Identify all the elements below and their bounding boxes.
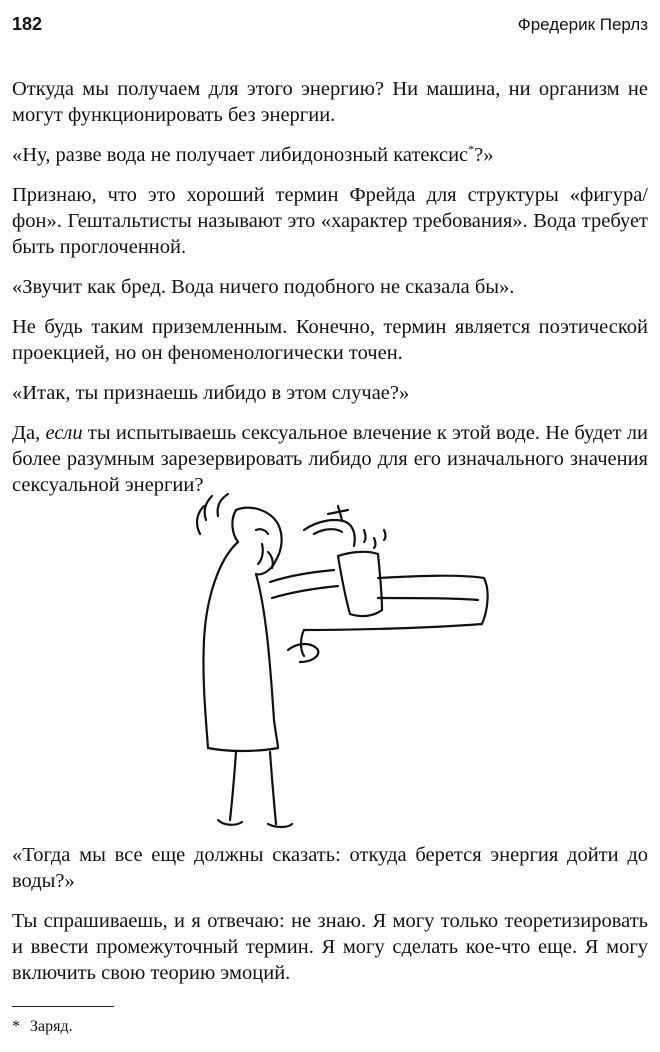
sink-inner [378,598,478,600]
cup-rim [338,552,378,556]
mouth [268,552,273,568]
lower-text-block [12,842,648,1000]
head-outline [232,510,238,542]
faucet-spout [304,520,355,546]
paragraph: Признаю, что это хороший термин Фрейда для структуры «фигура/фон». Гештальтисты называют это «характер требования». Вода требует быть проглоченной. [12,184,648,258]
illustration-drawing [178,490,498,830]
paragraph: Откуда мы получаем для этого энергию? Ни машина, ни организм не могут функционировать без энергии. [12,78,648,126]
faucet-spout [314,529,342,534]
coat-back [203,542,238,748]
eyebrow [256,529,268,534]
paragraph-text: ты испытываешь сексуальное влечение к этой воде. Не будет ли более разумным зарезервировать либидо для его изначального значения сексуальной энергии? [12,422,648,496]
emphasis-text: если [45,422,83,444]
paragraph: «Звучит как бред. Вода ничего подобного не сказала бы». [12,276,515,298]
paragraph [12,142,648,168]
shoe [268,824,292,827]
paragraph: «Итак, ты признаешь либидо в этом случае?» [12,382,410,404]
footnote-reference: * [468,142,475,157]
paragraph: «Тогда мы все еще должны сказать: откуда берется энергия дойти до воды?» [12,844,648,892]
arm-lower [272,586,338,598]
water-drop [384,530,386,540]
hair-stroke [205,496,212,520]
nose [258,544,263,564]
running-head-author: Фредерик Перлз [517,15,648,34]
footnote-text: Заряд. [30,1018,73,1035]
cup [338,554,382,616]
water-drop [364,530,366,542]
footnote [12,1018,73,1036]
paragraph: Ты спрашиваешь, и я отвечаю: не знаю. Я могу только теоретизировать и ввести промежуточный термин. Я могу сделать кое-что еще. Я могу включить свою теорию эмоций. [12,910,648,984]
hair-stroke [218,494,228,516]
faucet-handle [328,506,348,520]
water-drop [374,538,376,548]
coat-front [256,574,278,748]
footnote-mark: * [12,1018,20,1035]
paragraph-text: ?» [474,144,494,166]
footnote-rule [12,1006,114,1007]
sketch-man-drinking-water-at-sink-illustration [178,490,498,830]
paragraph-text: «Ну, разве вода не получает либидонозный катексис [12,144,469,166]
paragraph [12,420,648,498]
leg [270,752,276,824]
running-head [12,14,648,38]
coat-hem [208,748,278,751]
leg [230,752,236,820]
sink-front [304,624,482,630]
paragraph-text: Да, [12,422,46,444]
main-text-block [12,76,648,498]
paragraph: Не будь таким приземленным. Конечно, термин является поэтической проекцией, но он феноменологически точен. [12,316,648,364]
hair-stroke [197,506,204,534]
arm-upper [270,570,334,582]
page-number: 182 [12,14,43,34]
